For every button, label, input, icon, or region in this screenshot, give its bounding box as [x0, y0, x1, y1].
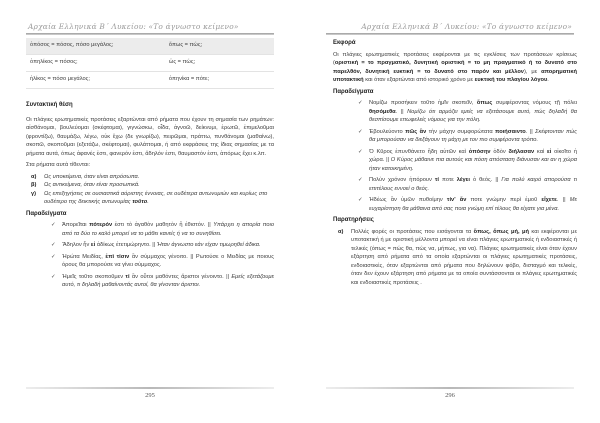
example-item: ✓ Ἄδηλον ἦν εἰ ἀδίκως ἐτετιμώρηντο. || Ήταν άγνωστο εάν είχαν τιμωρηθεί άδικα. [51, 242, 261, 248]
header-rule [326, 33, 574, 35]
section-title-mood: Εκφορά [333, 40, 356, 46]
bold-term: οριστική = το πραγματικό, δυνητική οριστική = το μη πραγματικό ή το δυνατό στο παρελθόν, δυνητική ευκτική = το δυνατό στο παρόν και μέλλον [333, 60, 577, 75]
greek-sentence: Ἐβουλεύοντο πῶς ἂν τὴν μάχην συμφορώτατα ποιήσαιντο. [369, 128, 528, 135]
list-text: Ως υποκείμενα, όταν είναι απρόσωπα. [44, 173, 140, 180]
greek-sentence: Νομίζω προσήκειν τοῦτο ἡμῖν σκοπεῖν, ὅπως συμφέροντας νόμους τῇ πόλει θησόμεθα. [369, 100, 577, 115]
bold-term: ὁπόσην [468, 148, 491, 155]
translation: Με ευχαρίστηση θα μάθαινα από σας ποια γνώμη επί τέλους θα είχατε για μένα. [369, 197, 578, 212]
greek-sentence: Ἀπορεῖται πότερόν ἐστι τὸ ἀγαθὸν μαθητὸν ἢ ἐθιστόν. [62, 222, 206, 228]
check-icon: ✓ [358, 128, 363, 135]
example-item: ✓ Ἀπορεῖται πότερόν ἐστι τὸ ἀγαθὸν μαθητὸν ἢ ἐθιστόν. || Υπάρχει η απορία ποιο από τα δύο το καλό μπορεί να το μάθει κανείς ή να το συνηθίσει. [51, 222, 275, 237]
right-page-content [333, 36, 577, 287]
note-item [333, 228, 577, 288]
greek-sentence: Πολὺν χρόνον ἠπόρουν τί ποτε λέγει ὁ θεός. [369, 177, 493, 183]
notes-list [333, 228, 577, 288]
translation: Ο Κύρος μάθαινε πια αυτούς και πόση απόσταση διάνυσαν και αν η χώρα ήταν κατοικημένη. [369, 157, 577, 172]
translation: Εμείς εξετάζουμε αυτό, τι δηλαδή μαθαίνοντάς αυτοί, θα γίνονταν άριστοι. [62, 273, 274, 288]
check-icon: ✓ [51, 222, 56, 228]
bold-term: διήλασαν [508, 148, 535, 155]
greek-sentence: Ἠρώτα Μειδίας, ἐπὶ τίσιν ἂν σύμμαχος γένοιτο. [62, 253, 188, 260]
bold-term: πῶς ἂν [405, 128, 427, 135]
examples-title: Παραδείγματα [333, 88, 374, 95]
greek-sentence: Ἄδηλον ἦν εἰ ἀδίκως ἐτετιμώρηντο. [62, 242, 151, 248]
bold-term: ποιήσαιντο [495, 128, 526, 135]
mood-intro: Οι πλάγιες ερωτηματικές προτάσεις εκφέρονται με τις εγκλίσεις των προτάσεων κρίσεως (οριστική = το πραγματικό, δυνητική οριστική = το μη πραγματικό ή το δυνατό στο παρελθόν, δυνητική ευκτική = το δυνατό στο παρόν και μέλλον), με απορηματική υποτακτική και όταν εξαρτώνται από ιστορικό χρόνο με ευκτική του πλαγίου λόγου. [333, 51, 578, 83]
example-item: ✓ Ὁ Κῦρος ἐπυνθάνετο ἤδη αὐτῶν καὶ ὁπόσην ὁδὸν διήλασαν καὶ εἰ οἰκοῖτο ἡ χώρα. || Ο Κύρος μάθαινε πια αυτούς και πόση απόσταση διάνυσαν και αν η χώρα ήταν κατοικημένη. [358, 148, 578, 172]
greek-sentence: Ἡδέως ἂν ὑμῶν πυθοίμην τίν' ἄν ποτε γνώμην περὶ ἐμοῦ εἴχετε. [369, 197, 559, 203]
list-marker: γ) [31, 190, 37, 197]
bold-term: τί [125, 273, 130, 280]
check-icon: ✓ [51, 253, 56, 260]
list-intro: Στα ρήματα αυτά τίθενται: [26, 162, 91, 168]
page-number: 296 [445, 392, 455, 399]
translation: Για πολύ καιρό απορούσα τι επιτέλους εννοεί ο θεός. [369, 177, 578, 192]
usage-list [26, 173, 274, 207]
right-page [300, 0, 600, 423]
example-item: ✓ Νομίζω προσήκειν τοῦτο ἡμῖν σκοπεῖν, ὅπως συμφέροντας νόμους τῇ πόλει θησόμεθα. || Νομίζω ότι αρμόζει εμείς να εξετάσουμε αυτό, πώς δηλαδή θα θεσπίσουμε επωφελείς νόμους για την πόλη. [358, 100, 577, 123]
example-item: ✓ Ἠρώτα Μειδίας, ἐπὶ τίσιν ἂν σύμμαχος γένοιτο. || Ρωτούσε ο Μειδίας με ποιους όρους θα μπορούσε να γίνει σύμμαχος. [51, 253, 275, 268]
translation: Ήταν άγνωστο εάν είχαν τιμωρηθεί άδικα. [156, 242, 261, 248]
list-marker: α) [338, 228, 344, 235]
bold-term: εἰ [547, 148, 552, 155]
list-item [26, 173, 274, 182]
page-number: 295 [145, 392, 155, 399]
translation: Υπάρχει η απορία ποιο από τα δύο το καλό μπορεί να το μάθει κανείς ή να το συνηθίσει. [62, 222, 275, 237]
greek-sentence: Ὁ Κῦρος ἐπυνθάνετο ἤδη αὐτῶν καὶ ὁπόσην ὁδὸν διήλασαν καὶ εἰ οἰκοῖτο ἡ χώρα. [369, 148, 578, 163]
list-item [26, 190, 274, 207]
table-cell: ὅπως = πώς; [165, 38, 274, 55]
syntax-intro: Οι πλάγιες ερωτηματικές προτάσεις εξαρτώνται από ρήματα που έχουν τη σημασία των ρημάτων: αἰσθάνομαι, βουλεύομαι (σκέφτομαι), γιγνώσκω, οἶδα, ἀγνοῶ, δείκνυμι, ἐρωτῶ, ἐπιμελοῦμαι (φροντίζω), θαυμάζω, λέγω, οὐκ ἔχω (δε γνωρίζω), πειρῶμαι, πράττω, πυνθάνομαι (μαθαίνω), σκοπῶ, σκοποῦμαι (εξετάζω, σκέφτομαι), φυλάττομαι, ή από εκφράσεις της ίδιας σημασίας με τα ρήματα αυτά, όπως ἀφανές ἐστι, φανερόν ἐστι, ἄδηλόν ἐστι, θαυμαστόν ἐστι, ἀπόρως ἔχει κ.λπ. [26, 116, 274, 157]
table-row [26, 38, 274, 55]
pronoun-table [26, 38, 274, 89]
example-item: ✓ Ἡμεῖς τοῦτο σκοποῦμεν τί ἂν οὗτοι μαθόντες ἄριστοι γένοιντο. || Εμείς εξετάζουμε αυτό, τι δηλαδή μαθαίνοντάς αυτοί, θα γίνονταν άριστοι. [51, 273, 274, 288]
table-cell: ὁπόσος = πόσος, πόσο μεγάλος; [26, 38, 165, 55]
check-icon: ✓ [358, 197, 363, 203]
translation: Σκέφτονταν πώς θα μπορούσαν να διεξάγουν τη μάχη με τον πιο συμφέροντα τρόπο. [369, 128, 577, 143]
examples-title: Παραδείγματα [26, 210, 67, 217]
bold-term: απορηματική υποτακτική [333, 68, 578, 83]
bold-term: τίν' ἄν [446, 197, 467, 203]
bold-term: εἰ [90, 242, 96, 248]
table-row [26, 72, 274, 89]
example-item: ✓ Πολὺν χρόνον ἠπόρουν τί ποτε λέγει ὁ θεός. || Για πολύ καιρό απορούσα τι επιτέλους εννοεί ο θεός. [358, 177, 578, 192]
translation: Νομίζω ότι αρμόζει εμείς να εξετάσουμε αυτό, πώς δηλαδή θα θεσπίσουμε επωφελείς νόμους για την πόλη. [369, 108, 577, 123]
translation: Ρωτούσε ο Μειδίας με ποιους όρους θα μπορούσε να γίνει σύμμαχος. [62, 253, 275, 268]
bold-term: ὅπως [476, 100, 493, 106]
check-icon: ✓ [51, 242, 56, 248]
running-header: Αρχαία Ελληνικά Β΄ Λυκείου: «Το άγνωστο κείμενο» [28, 22, 239, 31]
list-marker: α) [31, 173, 37, 180]
list-item [26, 181, 274, 190]
note-text: Πολλές φορές οι προτάσεις που εισάγονται τα ὅπως, ὅπως μή, μή και εκφέρονται με υποτακτική ή με οριστική μέλλοντα μπορεί να είναι πλάγιες ερωτηματικές ή ενδοιαστικές ή τελικές (όπως = πώς θα, πώς να, μήπως, για να). Πλάγιες ερωτηματικές είναι όταν έχουν εξάρτηση από ρήματα από τα οποία εξαρτώνται οι πλάγιες ερωτηματικές προτάσεις, ενδοιαστικές, όταν εξαρτώνται από ρήματα που δηλώνουν φόβο, δισταγμό και τελικές, όταν δεν έχουν εξάρτηση από ρήματα με τα οποία συντάσσονται οι πλάγιες ερωτηματικές και ενδοιαστικές προτάσεις . [351, 228, 577, 286]
table-row [26, 55, 274, 72]
bold-term: ἐπὶ τίσιν [105, 253, 130, 260]
bold-term: εἴχετε [541, 197, 557, 203]
list-marker: β) [31, 182, 37, 188]
section-title-syntax: Συντακτική θέση [26, 102, 73, 108]
footer-rule [26, 387, 274, 389]
bold-term: θησόμεθα [369, 108, 396, 115]
table-cell: ὁπηνίκα = πότε; [165, 72, 274, 89]
bold-term: λέγει [456, 177, 470, 183]
notes-title: Παρατηρήσεις [333, 217, 374, 223]
list-text: Ως αντικείμενα, όταν είναι προσωπικά. [44, 182, 140, 188]
header-rule [26, 33, 274, 35]
table-cell: ὡς = πώς; [165, 55, 274, 72]
bold-term: τί [434, 177, 439, 183]
check-icon: ✓ [358, 177, 363, 183]
greek-sentence: Ἡμεῖς τοῦτο σκοποῦμεν τί ἂν οὗτοι μαθόντες ἄριστοι γένοιντο. [62, 273, 224, 280]
check-icon: ✓ [358, 148, 363, 155]
bold-term: ὅπως, ὅπως μή, μή [473, 228, 529, 235]
table-cell: ὁπηλίκος = πόσος; [26, 55, 165, 72]
examples-list [333, 99, 577, 213]
bold-term: ευκτική του πλαγίου λόγου [474, 77, 548, 83]
list-text: Ως επεξηγήσεις σε ουσιαστικά αόριστης έννοιας, σε ουδέτερα αντωνυμιών και κυρίως στο ουδέτερο της δεικτικής αντωνυμίας τοῦτο. [44, 190, 268, 205]
running-header: Αρχαία Ελληνικά Β΄ Λυκείου: «Το άγνωστο κείμενο» [361, 22, 572, 31]
examples-list [26, 221, 274, 290]
footer-rule [326, 387, 574, 389]
left-page-content [26, 38, 274, 293]
bold-term: πότερόν [89, 222, 113, 228]
check-icon: ✓ [51, 273, 56, 280]
example-item: ✓ Ἡδέως ἂν ὑμῶν πυθοίμην τίν' ἄν ποτε γνώμην περὶ ἐμοῦ εἴχετε. || Με ευχαρίστηση θα μάθαινα από σας ποια γνώμη επί τέλους θα είχατε για μένα. [358, 197, 578, 212]
check-icon: ✓ [358, 100, 363, 106]
example-item: ✓ Ἐβουλεύοντο πῶς ἂν τὴν μάχην συμφορώτατα ποιήσαιντο. || Σκέφτονταν πώς θα μπορούσαν να διεξάγουν τη μάχη με τον πιο συμφέροντα τρόπο. [358, 128, 577, 143]
table-cell: ἡλίκος = πόσο μεγάλος; [26, 72, 165, 89]
bold-term: τοῦτο [132, 199, 148, 205]
